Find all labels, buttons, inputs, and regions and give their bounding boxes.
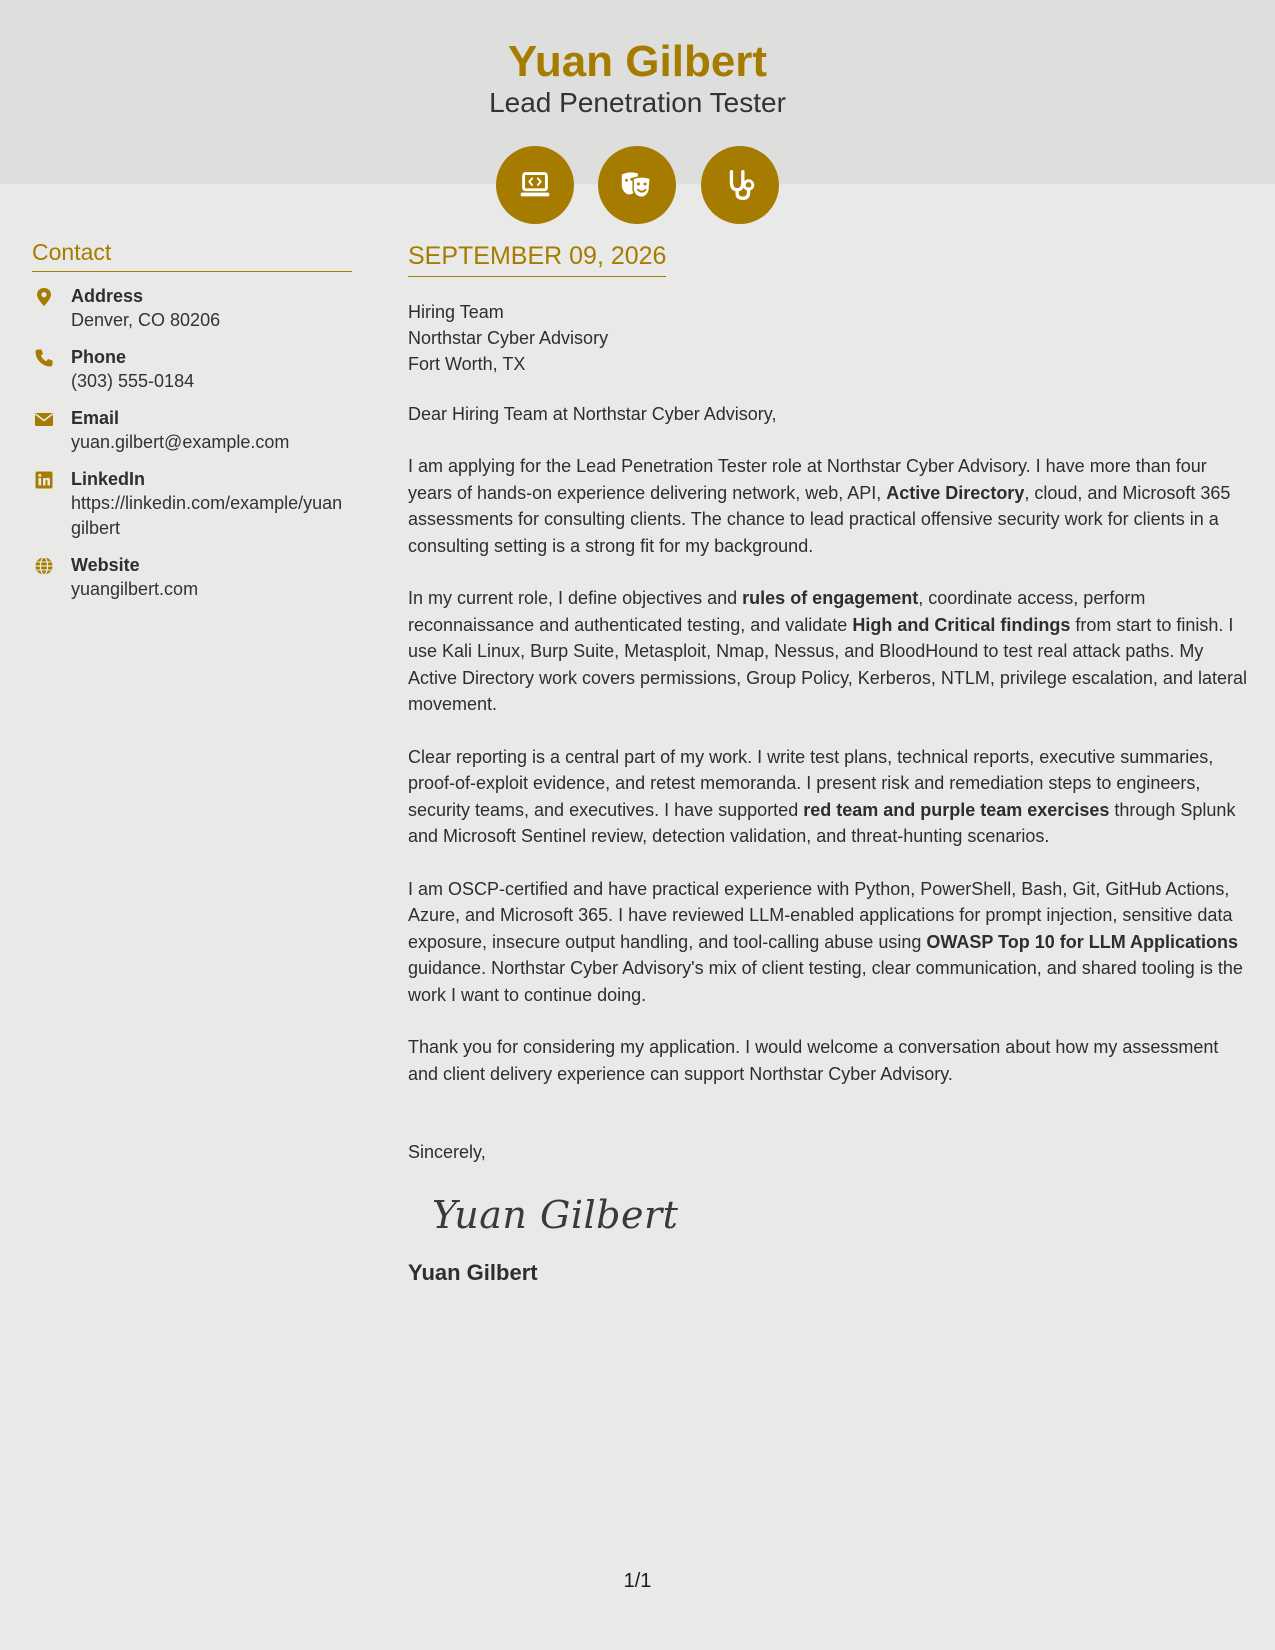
- signature: Yuan Gilbert: [432, 1193, 679, 1237]
- linkedin-icon: [34, 470, 54, 490]
- recipient-line: Fort Worth, TX: [408, 354, 526, 374]
- emphasis-text: red team and purple team exercises: [803, 799, 1110, 820]
- address-value: Denver, CO 80206: [71, 310, 221, 330]
- candidate-name: Yuan Gilbert: [507, 37, 768, 86]
- paragraph-text: Clear reporting is a central part of my work. I write test plans, technical reports, executive summaries, proof-of-exploit evidence, and retest memoranda. I present risk and remediation steps to engineers, security teams, and executives. I have supported: [408, 746, 1214, 820]
- contact-heading: Contact: [32, 238, 352, 272]
- paragraph-text: I am OSCP-certified and have practical experience with Python, PowerShell, Bash, Git, GitHub Actions, Azure, and Microsoft 365. I have reviewed LLM-enabled applications for prompt injection, sensitive data exposure, insecure output handling, and tool-calling abuse using: [408, 878, 1233, 952]
- linkedin-label: LinkedIn: [71, 469, 146, 489]
- contact-website: [32, 553, 352, 602]
- email-label: Email: [71, 408, 120, 428]
- emphasis-text: rules of engagement: [742, 588, 919, 608]
- paragraph-text: guidance. Northstar Cyber Advisory's mix of client testing, clear communication, and shared tooling is the work I want to continue doing.: [408, 958, 1243, 1005]
- paragraph-text: , cloud, and Microsoft 365 assessments for consulting clients. The chance to lead practical offensive security work for clients in a consulting setting is a strong fit for my background.: [408, 482, 1231, 556]
- page-number: 1/1: [623, 1570, 652, 1592]
- contact-email: [32, 406, 352, 455]
- email-value[interactable]: yuan.gilbert@example.com: [71, 432, 290, 452]
- recipient-line: Hiring Team: [408, 302, 504, 322]
- emphasis-text: High and Critical findings: [852, 614, 1071, 635]
- theater-masks-icon: [598, 146, 676, 224]
- recipient-block: [408, 299, 1250, 377]
- paragraph: [408, 1034, 1250, 1087]
- website-label: Website: [71, 555, 140, 575]
- paragraph: [408, 876, 1250, 1009]
- emphasis-text: Active Directory: [886, 482, 1025, 503]
- paragraph: [408, 744, 1250, 850]
- laptop-code-icon: [496, 146, 574, 224]
- greeting: Dear Hiring Team at Northstar Cyber Advisory,: [408, 404, 777, 424]
- job-title: Lead Penetration Tester: [489, 87, 786, 118]
- address-label: Address: [71, 286, 144, 306]
- paragraph: [408, 453, 1250, 559]
- emphasis-text: OWASP Top 10 for LLM Applications: [926, 931, 1239, 952]
- paragraph: [408, 585, 1250, 718]
- paragraph-text: , coordinate access, perform reconnaissance and authenticated testing, and validate: [408, 588, 1146, 635]
- paragraph-text: Thank you for considering my application. I would welcome a conversation about how my assessment and client delivery experience can support Northstar Cyber Advisory.: [408, 1037, 1219, 1084]
- closing: Sincerely,: [408, 1142, 486, 1162]
- globe-icon: [34, 556, 54, 576]
- phone-label: Phone: [71, 347, 127, 367]
- contact-linkedin: [32, 467, 352, 541]
- website-value[interactable]: yuangilbert.com: [71, 579, 199, 599]
- signer-name: Yuan Gilbert: [408, 1260, 538, 1285]
- letter-date: SEPTEMBER 09, 2026: [408, 240, 666, 277]
- map-pin-icon: [34, 287, 54, 307]
- envelope-icon: [34, 409, 54, 429]
- paragraph-text: through Splunk and Microsoft Sentinel review, detection validation, and threat-hunting scenarios.: [408, 799, 1236, 846]
- recipient-line: Northstar Cyber Advisory: [408, 328, 609, 348]
- phone-value[interactable]: (303) 555-0184: [71, 371, 195, 391]
- icon-row: [0, 146, 1275, 224]
- contact-address: [32, 284, 352, 333]
- paragraph-text: In my current role, I define objectives and: [408, 588, 743, 608]
- letter-body: [408, 240, 1250, 1287]
- paragraph-text: from start to finish. I use Kali Linux, Burp Suite, Metasploit, Nmap, Nessus, and BloodHound to test real attack paths. My Active Directory work covers permissions, Group Policy, Kerberos, NTLM, privilege escalation, and lateral movement.: [408, 614, 1247, 714]
- stethoscope-icon: [701, 146, 779, 224]
- linkedin-value[interactable]: https://linkedin.com/example/yuangilbert: [71, 493, 343, 538]
- phone-icon: [34, 348, 54, 368]
- contact-phone: [32, 345, 352, 394]
- contact-sidebar: [32, 238, 352, 614]
- paragraph-text: I am applying for the Lead Penetration Tester role at Northstar Cyber Advisory. I have more than four years of hands-on experience delivering network, web, API,: [408, 456, 1207, 503]
